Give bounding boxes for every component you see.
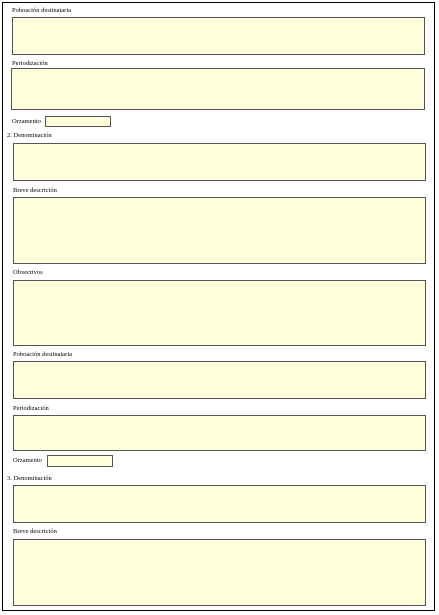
periodizacion-field[interactable] <box>11 68 425 110</box>
breve-descricion-2-field[interactable] <box>13 197 426 264</box>
orzamento-field[interactable] <box>45 116 111 127</box>
denominacion-2-field[interactable] <box>13 143 426 181</box>
periodizacion-2-label: Periodización <box>13 405 49 412</box>
denominacion-3-label: 3. Denominación <box>7 475 52 482</box>
poboacion-destinataria-label: Poboación destinataria <box>12 7 72 14</box>
breve-descricion-3-label: Breve descrición <box>13 528 57 535</box>
breve-descricion-3-field[interactable] <box>13 539 426 606</box>
obxectivos-2-field[interactable] <box>13 280 426 346</box>
breve-descricion-2-label: Breve descrición <box>13 187 57 194</box>
obxectivos-2-label: Obxectivos <box>13 269 43 276</box>
orzamento-label: Orzamento <box>12 118 41 125</box>
orzamento-2-label: Orzamento <box>13 457 42 464</box>
denominacion-2-label: 2. Denominación <box>7 132 52 139</box>
poboacion-destinataria-2-field[interactable] <box>13 361 426 399</box>
poboacion-destinataria-field[interactable] <box>12 17 425 55</box>
denominacion-3-field[interactable] <box>13 485 426 523</box>
periodizacion-2-field[interactable] <box>13 415 426 451</box>
periodizacion-label: Periodización <box>12 60 48 67</box>
orzamento-2-field[interactable] <box>47 455 113 467</box>
poboacion-destinataria-2-label: Poboación destinataria <box>13 351 73 358</box>
